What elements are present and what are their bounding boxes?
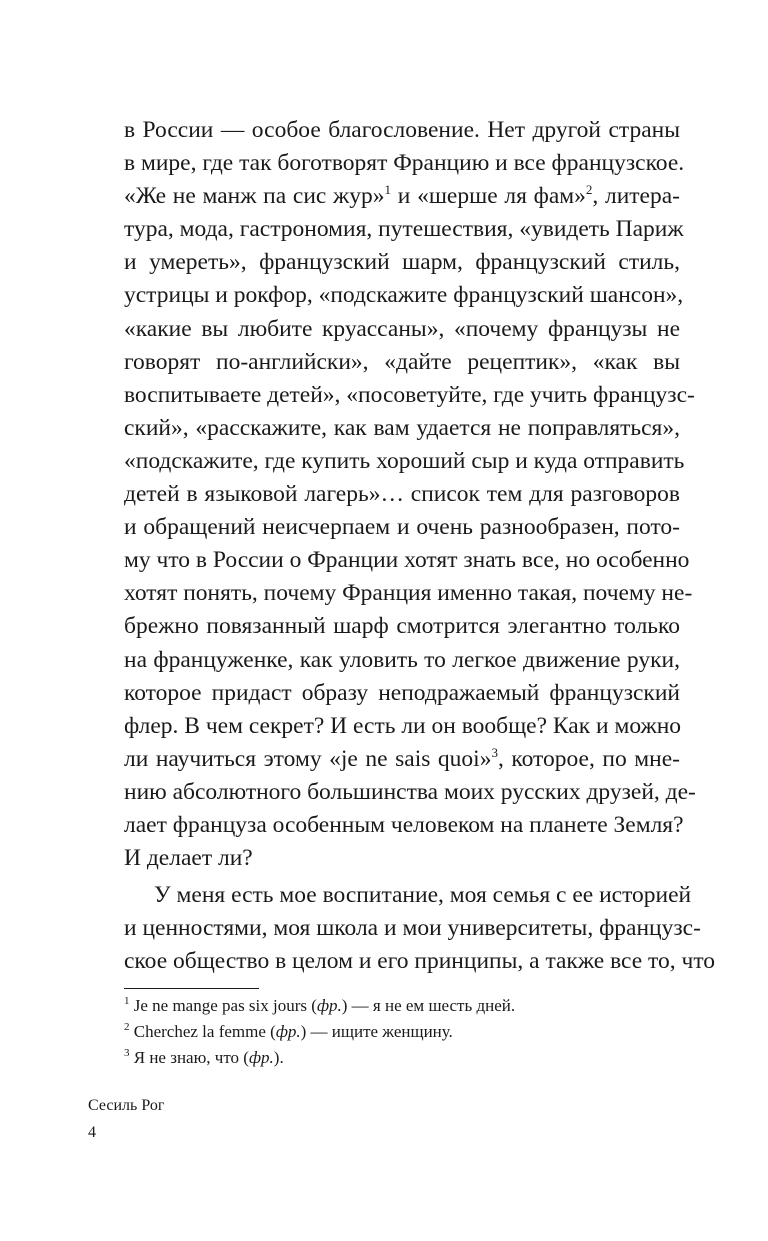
footnote-3	[124, 1045, 680, 1071]
footnote-text: Je ne mange pas six jours (	[133, 996, 317, 1015]
text-line: и обращений неисчерпаем и очень разнообразен, пото-	[124, 514, 680, 541]
text-line: флер. В чем секрет? И есть ли он вообще? Как и можно	[124, 712, 682, 739]
text-line	[124, 180, 680, 213]
text-line: му что в России о Франции хотят знать все, но особенно	[124, 547, 690, 574]
text-line: нию абсолютного большинства моих русских друзей, де-	[124, 778, 696, 805]
text-line: У меня есть мое воспитание, моя семья с ее историей	[154, 882, 692, 909]
text-line: и умереть», французский шарм, французский стиль,	[124, 249, 680, 276]
footnote-lang: фр.	[316, 996, 342, 1015]
text-segment: «Же не манж па сис жур»	[124, 183, 385, 210]
footnote-mark: 2	[124, 1021, 130, 1033]
text-line: в России — особое благословение. Нет другой страны	[124, 117, 680, 143]
text-segment: ли научиться этому «je ne sais quoi»	[124, 745, 492, 772]
text-line: «подскажите, где купить хороший сыр и куда отправить	[124, 447, 685, 474]
text-line: И делает ли?	[124, 845, 253, 872]
text-line: тура, мода, гастрономия, путешествия, «увидеть Париж	[124, 216, 684, 243]
text-line: детей в языковой лагерь»… список тем для разговоров	[124, 481, 680, 508]
footnotes	[124, 993, 680, 1071]
footnote-ref-3[interactable]: 3	[491, 744, 498, 760]
footnote-mark: 3	[124, 1047, 130, 1059]
text-line: в мире, где так боготворят Францию и все французское.	[124, 150, 685, 177]
footnote-text: Cherchez la femme (	[133, 1022, 276, 1041]
text-line: и ценностями, моя школа и мои университеты, французс-	[124, 915, 701, 942]
footnote-divider	[124, 988, 259, 989]
page-number: 4	[88, 1124, 96, 1141]
text-line: устрицы и рокфор, «подскажите французский шансон»,	[124, 282, 684, 309]
text-line: которое придаст образу неподражаемый французский	[124, 679, 680, 706]
footnote-mark: 1	[124, 995, 130, 1007]
text-line: «какие вы любите круассаны», «почему французы не	[124, 315, 680, 342]
footnote-text: ) — я не ем шесть дней.	[341, 996, 516, 1015]
footnote-ref-1[interactable]: 1	[384, 182, 392, 198]
text-line: говорят по-английски», «дайте рецептик», «как вы	[124, 348, 680, 375]
footnote-ref-2[interactable]: 2	[585, 182, 593, 198]
footnote-1	[124, 993, 680, 1019]
text-line: хотят понять, почему Франция именно такая, почему не-	[124, 580, 693, 607]
footnote-text: ) — ищите женщину.	[300, 1022, 453, 1041]
text-line: на француженке, как уловить то легкое движение руки,	[124, 646, 680, 673]
footnote-text: ).	[273, 1048, 284, 1067]
text-line: ское общество в целом и его принципы, а также все то, что	[124, 948, 716, 975]
text-segment: и «шерше ля фам»	[391, 183, 586, 210]
running-head-author: Сесиль Рог	[88, 1097, 165, 1114]
text-line: воспитываете детей», «посоветуйте, где учить французс-	[124, 381, 695, 408]
main-text	[124, 114, 716, 978]
footnote-2	[124, 1019, 680, 1045]
footnote-lang: фр.	[275, 1022, 301, 1041]
footnote-text: Я не знаю, что (	[133, 1048, 249, 1067]
text-line: брежно повязанный шарф смотрится элегантно только	[124, 613, 680, 640]
text-line: ский», «расскажите, как вам удается не поправляться»,	[124, 414, 680, 441]
paragraph-2	[124, 879, 716, 978]
text-line: лает француза особенным человеком на планете Земля?	[124, 811, 684, 838]
footnote-lang: фр.	[248, 1048, 274, 1067]
text-segment: , которое, по мне-	[497, 745, 680, 772]
text-line	[124, 743, 680, 776]
text-segment: , литера-	[592, 183, 680, 210]
paragraph-1	[124, 114, 696, 875]
